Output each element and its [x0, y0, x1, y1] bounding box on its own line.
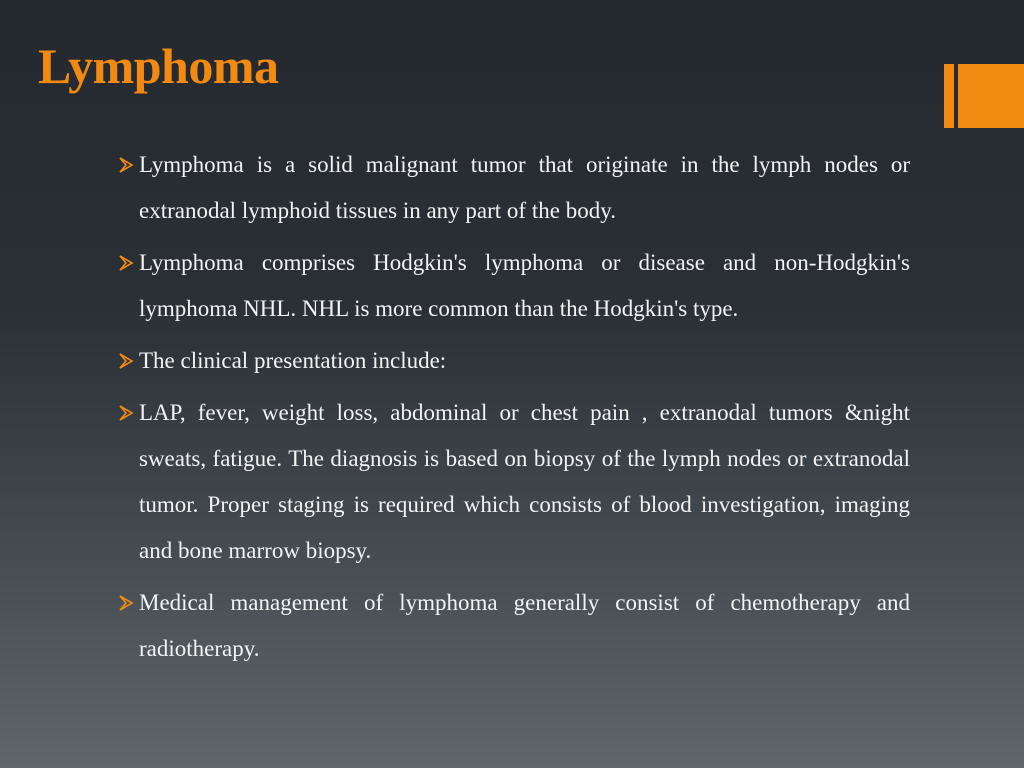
bullet-item — [118, 390, 910, 574]
bullet-list — [118, 142, 910, 678]
orange-corner-bars-icon — [944, 64, 1024, 128]
arrowhead-bullet-icon — [117, 155, 137, 175]
bullet-item — [118, 142, 910, 234]
bullet-item — [118, 240, 910, 332]
slide-title: Lymphoma — [38, 38, 279, 94]
bullet-text: Medical management of lymphoma generally consist of chemotherapy and radiotherapy. — [139, 590, 910, 661]
corner-bar-wide — [958, 64, 1024, 128]
arrowhead-bullet-icon — [117, 403, 137, 423]
arrowhead-bullet-icon — [117, 593, 137, 613]
bullet-text: The clinical presentation include: — [139, 348, 447, 373]
arrowhead-bullet-icon — [117, 351, 137, 371]
arrowhead-bullet-icon — [117, 253, 137, 273]
corner-bar-thin — [944, 64, 954, 128]
bullet-text: Lymphoma is a solid malignant tumor that originate in the lymph nodes or extranodal lymphoid tissues in any part of the body. — [139, 152, 910, 223]
bullet-item — [118, 338, 910, 384]
bullet-text: LAP, fever, weight loss, abdominal or chest pain , extranodal tumors &night sweats, fatigue. The diagnosis is based on biopsy of the lymph nodes or extranodal tumor. Proper staging is required which consists of blood investigation, imaging and bone marrow biopsy. — [139, 400, 910, 563]
bullet-text: Lymphoma comprises Hodgkin's lymphoma or disease and non-Hodgkin's lymphoma NHL. NHL is more common than the Hodgkin's type. — [139, 250, 910, 321]
bullet-item — [118, 580, 910, 672]
